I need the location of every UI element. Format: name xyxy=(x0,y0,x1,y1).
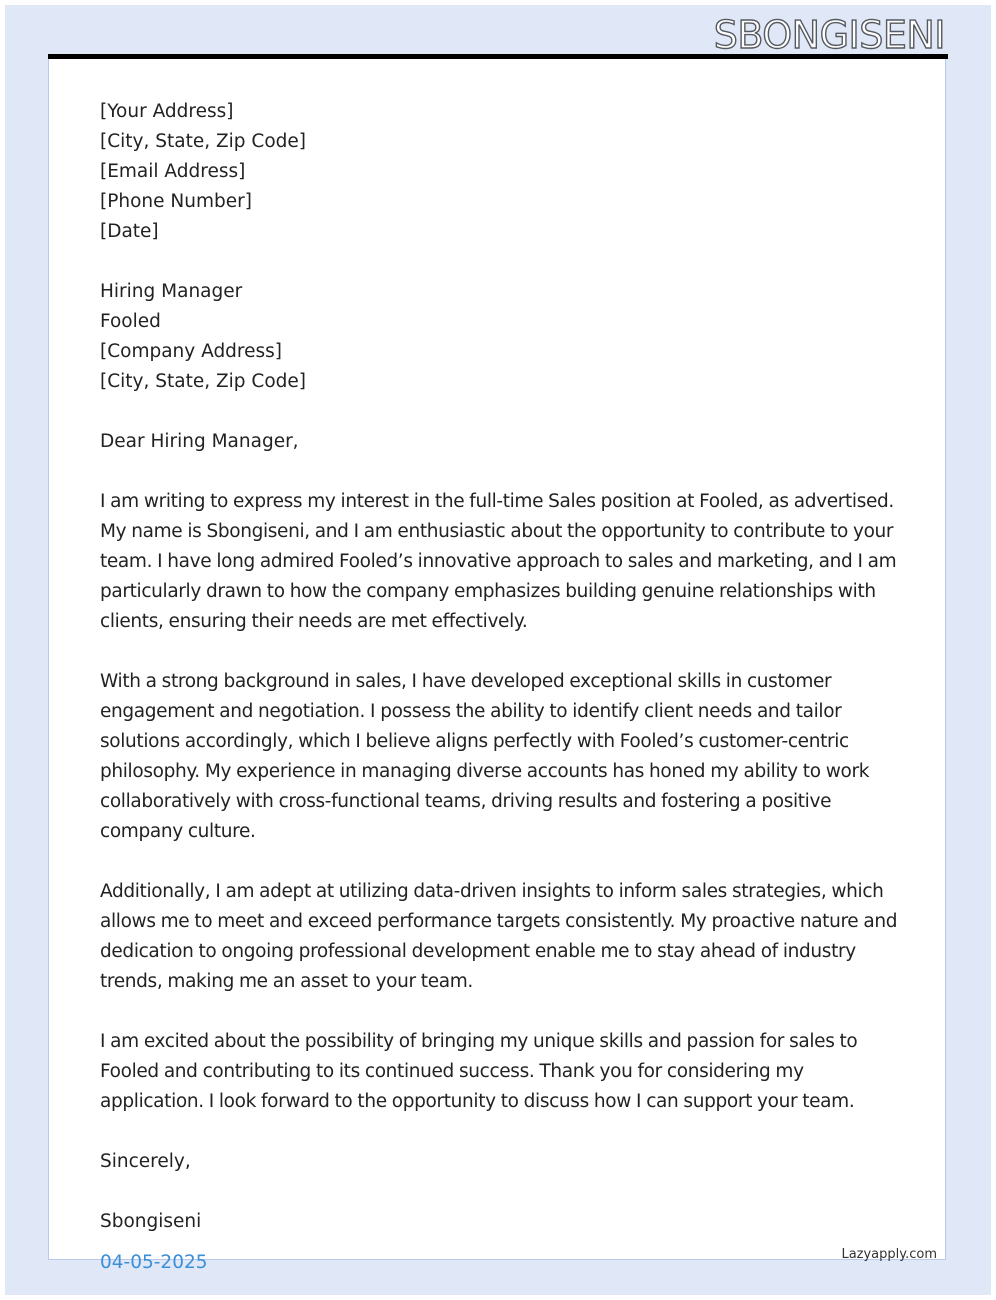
sender-email: [Email Address] xyxy=(100,161,246,182)
recipient-city-state-zip: [City, State, Zip Code] xyxy=(100,371,306,392)
applicant-name-header: SBONGISENI xyxy=(713,13,945,57)
sender-block xyxy=(100,97,900,247)
recipient-company: Fooled xyxy=(100,311,161,332)
sender-phone: [Phone Number] xyxy=(100,191,252,212)
sender-date: [Date] xyxy=(100,221,159,242)
watermark: Lazyapply.com xyxy=(841,1247,937,1262)
salutation: Dear Hiring Manager, xyxy=(100,431,299,452)
signature: Sbongiseni xyxy=(100,1211,202,1232)
body-paragraph-1: I am writing to express my interest in the full-time Sales position at Fooled, as advertised. My name is Sbongiseni, and I am enthusiastic about the opportunity to contribute to your team. I have long admired Fooled’s innovative approach to sales and marketing, and I am particularly drawn to how the company emphasizes building genuine relationships with clients, ensuring their needs are met effectively. xyxy=(100,491,897,632)
body-paragraph-4: I am excited about the possibility of bringing my unique skills and passion for sales to Fooled and contributing to its continued success. Thank you for considering my application. I look forward to the opportunity to discuss how I can support your team. xyxy=(100,1031,858,1112)
body-paragraph-2: With a strong background in sales, I have developed exceptional skills in customer engagement and negotiation. I possess the ability to identify client needs and tailor solutions accordingly, which I believe aligns perfectly with Fooled’s customer-centric philosophy. My experience in managing diverse accounts has honed my ability to work collaboratively with cross-functional teams, driving results and fostering a positive company culture. xyxy=(100,671,870,842)
recipient-address: [Company Address] xyxy=(100,341,283,362)
letter-body xyxy=(100,97,900,1237)
sender-city-state-zip: [City, State, Zip Code] xyxy=(100,131,306,152)
closing: Sincerely, xyxy=(100,1151,191,1172)
body-paragraph-3: Additionally, I am adept at utilizing data-driven insights to inform sales strategies, which allows me to meet and exceed performance targets consistently. My proactive nature and dedication to ongoing professional development enable me to stay ahead of industry trends, making me an asset to your team. xyxy=(100,881,898,992)
sender-address: [Your Address] xyxy=(100,101,234,122)
footer-date: 04-05-2025 xyxy=(100,1252,208,1273)
recipient-block xyxy=(100,277,900,397)
recipient-title: Hiring Manager xyxy=(100,281,243,302)
